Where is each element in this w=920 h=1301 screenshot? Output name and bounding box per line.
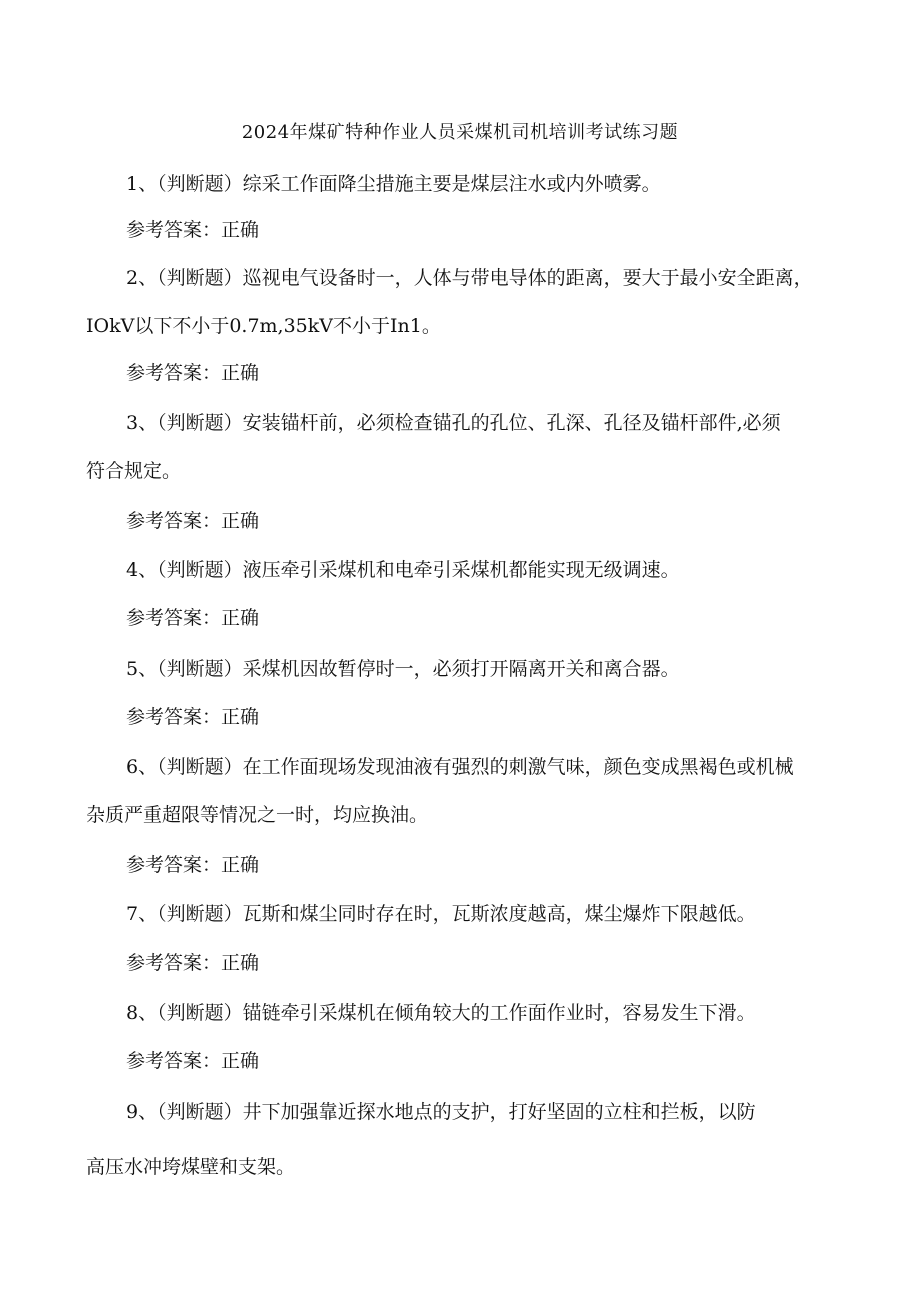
question-5-answer: 参考答案：正确 [126, 706, 260, 728]
question-5-text: 5、（判断题）采煤机因故暂停时一，必须打开隔离开关和离合器。 [126, 658, 680, 680]
question-8-answer: 参考答案：正确 [126, 1050, 260, 1072]
question-7-text: 7、（判断题）瓦斯和煤尘同时存在时，瓦斯浓度越高，煤尘爆炸下限越低。 [126, 903, 756, 925]
question-7-answer: 参考答案：正确 [126, 952, 260, 974]
question-1-text: 1、（判断题）综采工作面降尘措施主要是煤层注水或内外喷雾。 [126, 173, 661, 195]
question-8-text: 8、（判断题）锚链牵引采煤机在倾角较大的工作面作业时，容易发生下滑。 [126, 1002, 756, 1024]
question-6-text-continued: 杂质严重超限等情况之一时，均应换油。 [86, 804, 429, 826]
question-3-answer: 参考答案：正确 [126, 510, 260, 532]
question-6-text: 6、（判断题）在工作面现场发现油液有强烈的刺激气味，颜色变成黑褐色或机械 [126, 756, 794, 778]
question-4-text: 4、（判断题）液压牵引采煤机和电牵引采煤机都能实现无级调速。 [126, 559, 680, 581]
document-title: 2024年煤矿特种作业人员采煤机司机培训考试练习题 [241, 122, 679, 143]
question-3-text: 3、（判断题）安装锚杆前，必须检查锚孔的孔位、孔深、孔径及锚杆部件,必须 [126, 412, 781, 434]
question-1-answer: 参考答案：正确 [126, 219, 260, 241]
question-9-text-continued: 高压水冲垮煤壁和支架。 [86, 1156, 296, 1178]
question-9-text: 9、（判断题）井下加强靠近探水地点的支护，打好坚固的立柱和拦板，以防 [126, 1101, 756, 1123]
question-2-text-continued: IOkV以下不小于0.7m,35kV不小于In1。 [86, 315, 441, 337]
question-6-answer: 参考答案：正确 [126, 854, 260, 876]
question-4-answer: 参考答案：正确 [126, 607, 260, 629]
question-2-text: 2、（判断题）巡视电气设备时一，人体与带电导体的距离，要大于最小安全距离， [126, 267, 813, 289]
question-3-text-continued: 符合规定。 [86, 460, 182, 482]
question-2-answer: 参考答案：正确 [126, 362, 260, 384]
